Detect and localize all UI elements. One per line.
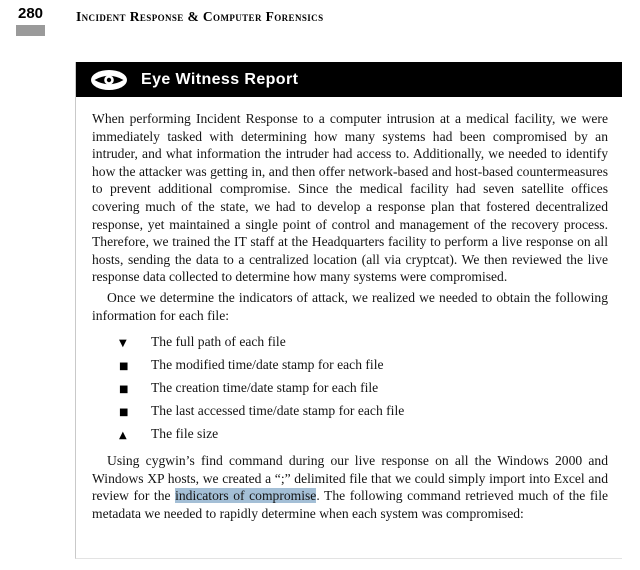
report-header-bar [76, 62, 622, 97]
paragraph-text: . The following command retrieved much of the file metadata we needed to rapidly determine when each system was compromised: [92, 488, 608, 521]
list-item-text: The full path of each file [151, 334, 286, 350]
triangle-down-bullet-icon: ▼ [119, 338, 127, 350]
list-item [119, 354, 608, 377]
highlighted-text: indicators of compromise [175, 488, 317, 504]
report-body [76, 97, 622, 523]
square-bullet-icon: ■ [119, 361, 129, 373]
square-bullet-icon: ■ [119, 384, 129, 396]
eye-icon [90, 69, 128, 91]
paragraph-indicators: Once we determine the indicators of attack, we realized we needed to obtain the following information for each file: [92, 289, 608, 323]
list-item [119, 377, 608, 400]
list-item-text: The file size [151, 426, 219, 442]
list-item [119, 400, 608, 423]
paragraph-intro: When performing Incident Response to a computer intrusion at a medical facility, we were immediately tasked with determining how many systems had been compromised by an intruder, and what information the intruder had access to. Additionally, we needed to identify how the attacker was getting in, and then offer network-based and host-based countermeasures to prevent additional compromise. Since the medical facility had seven satellite offices covering much of the state, we had to develop a response plan that fostered decentralized response, yet maintained a single point of control and management of the recovery process. Therefore, we trained the IT staff at the Headquarters facility to perform a live response on all hosts, sending the data to a centralized location (all via cryptcat). We then reviewed the live response data collected to determine how many systems were compromised. [92, 111, 608, 285]
list-item-text: The modified time/date stamp for each file [151, 357, 384, 373]
list-item [119, 331, 608, 354]
running-header: Incident Response & Computer Forensics [76, 9, 324, 24]
triangle-up-bullet-icon: ▲ [119, 430, 127, 442]
page-number-underline [16, 25, 45, 36]
eye-witness-report-box [75, 62, 622, 559]
square-bullet-icon: ■ [119, 407, 129, 419]
page-number: 280 [18, 5, 44, 22]
list-item-text: The creation time/date stamp for each file [151, 380, 379, 396]
paragraph-text: Using cygwin’s find command during our live response on all the Windows 2000 and Windows XP hosts, we created a “;” delimited file that we could simply import into Excel and review for the [92, 453, 608, 504]
list-item-text: The last accessed time/date stamp for each file [151, 403, 405, 419]
bullet-list [119, 331, 608, 446]
list-item [119, 423, 608, 446]
paragraph-cygwin [92, 452, 608, 522]
report-title: Eye Witness Report [141, 70, 299, 88]
